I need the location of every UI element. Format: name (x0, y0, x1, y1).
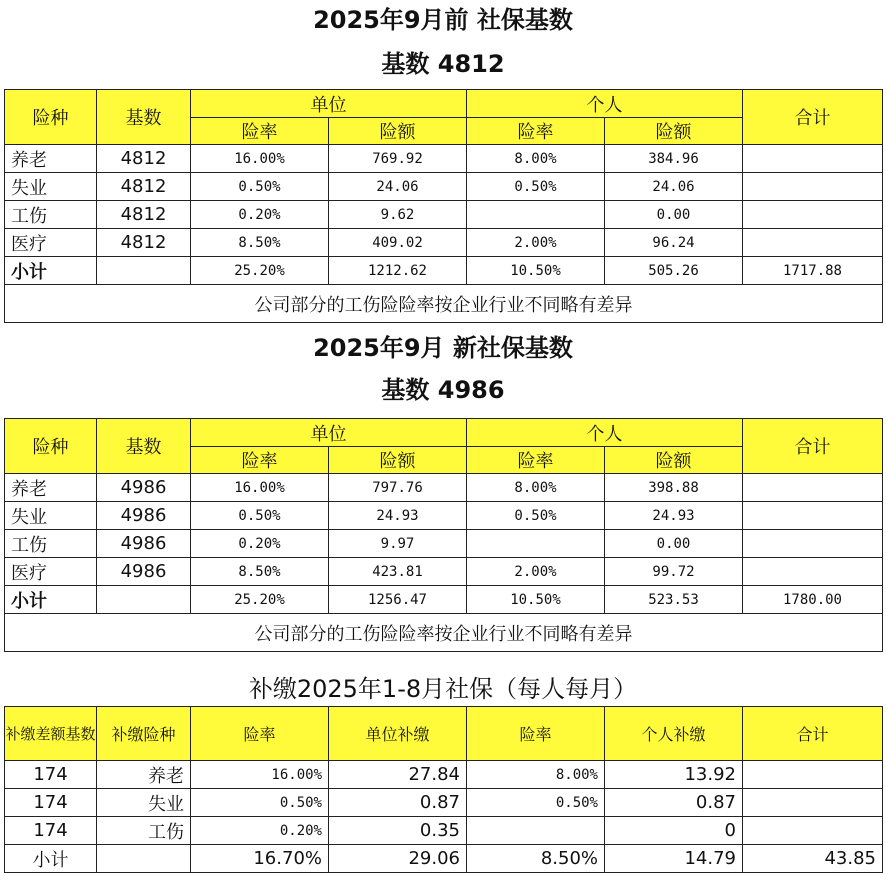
table-row (5, 789, 883, 817)
cell-total (743, 173, 883, 201)
cell-personal-rate: 8.00% (467, 761, 605, 789)
header-personal-pay: 个人补缴 (605, 707, 743, 761)
cell-unit-rate: 0.50% (191, 173, 329, 201)
cell-base: 4812 (97, 173, 191, 201)
table-row (5, 229, 883, 257)
cell-total (743, 502, 883, 530)
cell-personal-pay: 0.87 (605, 789, 743, 817)
cell-personal-pay: 13.92 (605, 761, 743, 789)
cell-personal-amount: 0.00 (605, 201, 743, 229)
header-personal: 个人 (467, 419, 743, 447)
table-row (5, 558, 883, 586)
section2-note: 公司部分的工伤险险率按企业行业不同略有差异 (5, 614, 883, 652)
cell-base (97, 586, 191, 614)
cell-personal-amount: 384.96 (605, 145, 743, 173)
cell-personal-amount: 24.93 (605, 502, 743, 530)
header-total: 合计 (743, 419, 883, 474)
header-total: 合计 (743, 90, 883, 145)
header-base: 基数 (97, 419, 191, 474)
cell-unit-rate: 0.50% (191, 502, 329, 530)
header-type: 险种 (5, 419, 97, 474)
table-row (5, 145, 883, 173)
cell-type: 失业 (5, 502, 97, 530)
cell-personal-rate: 0.50% (467, 173, 605, 201)
cell-personal-pay: 0 (605, 817, 743, 845)
section3-title: 补缴2025年1-8月社保（每人每月） (248, 675, 638, 703)
cell-unit-amount: 1256.47 (329, 586, 467, 614)
cell-personal-rate: 2.00% (467, 558, 605, 586)
cell-total (743, 817, 883, 845)
table-row (5, 201, 883, 229)
section1-note: 公司部分的工伤险险率按企业行业不同略有差异 (5, 285, 883, 323)
cell-unit-rate: 25.20% (191, 257, 329, 285)
section2-subtitle: 基数 4986 (381, 376, 505, 404)
header-personal: 个人 (467, 90, 743, 118)
cell-unit-amount: 9.62 (329, 201, 467, 229)
cell-personal-rate: 8.00% (467, 474, 605, 502)
cell-unit-rate: 0.20% (191, 817, 329, 845)
subtotal-row (5, 845, 883, 873)
cell-diff: 小计 (5, 845, 97, 873)
cell-type: 工伤 (5, 530, 97, 558)
header-unit-pay: 单位补缴 (329, 707, 467, 761)
cell-unit-amount: 1212.62 (329, 257, 467, 285)
cell-unit-rate: 25.20% (191, 586, 329, 614)
cell-unit-pay: 0.35 (329, 817, 467, 845)
header-personal-rate: 险率 (467, 707, 605, 761)
cell-personal-rate: 2.00% (467, 229, 605, 257)
cell-total: 1717.88 (743, 257, 883, 285)
cell-unit-amount: 24.06 (329, 173, 467, 201)
cell-type: 养老 (97, 761, 191, 789)
cell-type: 失业 (5, 173, 97, 201)
cell-unit-rate: 16.00% (191, 474, 329, 502)
cell-unit-amount: 9.97 (329, 530, 467, 558)
cell-type (97, 845, 191, 873)
cell-diff: 174 (5, 761, 97, 789)
cell-total (743, 474, 883, 502)
cell-unit-rate: 16.70% (191, 845, 329, 873)
cell-unit-pay: 27.84 (329, 761, 467, 789)
cell-unit-rate: 16.00% (191, 761, 329, 789)
cell-base: 4812 (97, 229, 191, 257)
header-unit-amount: 险额 (329, 118, 467, 145)
cell-total (743, 229, 883, 257)
cell-base (97, 257, 191, 285)
cell-unit-rate: 8.50% (191, 229, 329, 257)
table-row (5, 502, 883, 530)
cell-unit-amount: 769.92 (329, 145, 467, 173)
section2-table (4, 418, 883, 652)
header-base: 基数 (97, 90, 191, 145)
cell-personal-rate: 0.50% (467, 502, 605, 530)
cell-unit-rate: 0.20% (191, 201, 329, 229)
cell-type: 医疗 (5, 229, 97, 257)
cell-personal-amount: 398.88 (605, 474, 743, 502)
cell-type: 养老 (5, 474, 97, 502)
table-row (5, 530, 883, 558)
cell-personal-amount: 24.06 (605, 173, 743, 201)
cell-unit-pay: 29.06 (329, 845, 467, 873)
section1-title: 2025年9月前 社保基数 (313, 6, 573, 34)
cell-unit-amount: 797.76 (329, 474, 467, 502)
header-diff-base: 补缴差额基数 (5, 707, 97, 761)
header-personal-rate: 险率 (467, 447, 605, 474)
cell-total (743, 789, 883, 817)
cell-type: 工伤 (97, 817, 191, 845)
cell-total (743, 145, 883, 173)
header-unit-rate: 险率 (191, 447, 329, 474)
section2-title: 2025年9月 新社保基数 (313, 334, 573, 362)
cell-diff: 174 (5, 789, 97, 817)
cell-personal-rate (467, 817, 605, 845)
cell-base: 4986 (97, 474, 191, 502)
cell-personal-amount: 96.24 (605, 229, 743, 257)
cell-personal-amount: 0.00 (605, 530, 743, 558)
cell-personal-amount: 505.26 (605, 257, 743, 285)
cell-type: 工伤 (5, 201, 97, 229)
header-supp-type: 补缴险种 (97, 707, 191, 761)
cell-personal-rate (467, 530, 605, 558)
header-unit-amount: 险额 (329, 447, 467, 474)
cell-unit-pay: 0.87 (329, 789, 467, 817)
cell-unit-rate: 8.50% (191, 558, 329, 586)
header-type: 险种 (5, 90, 97, 145)
cell-base: 4986 (97, 558, 191, 586)
cell-personal-amount: 523.53 (605, 586, 743, 614)
header-personal-amount: 险额 (605, 447, 743, 474)
section3-table (4, 706, 883, 873)
cell-personal-rate: 8.50% (467, 845, 605, 873)
cell-total: 1780.00 (743, 586, 883, 614)
header-personal-amount: 险额 (605, 118, 743, 145)
cell-type: 小计 (5, 586, 97, 614)
cell-diff: 174 (5, 817, 97, 845)
cell-personal-pay: 14.79 (605, 845, 743, 873)
table-row (5, 173, 883, 201)
cell-type: 养老 (5, 145, 97, 173)
cell-personal-rate (467, 201, 605, 229)
cell-personal-rate: 0.50% (467, 789, 605, 817)
cell-personal-amount: 99.72 (605, 558, 743, 586)
subtotal-row (5, 257, 883, 285)
header-unit-rate: 险率 (191, 118, 329, 145)
cell-unit-rate: 16.00% (191, 145, 329, 173)
header-personal-rate: 险率 (467, 118, 605, 145)
cell-personal-rate: 10.50% (467, 586, 605, 614)
table-row (5, 817, 883, 845)
cell-type: 小计 (5, 257, 97, 285)
header-unit: 单位 (191, 90, 467, 118)
cell-unit-rate: 0.50% (191, 789, 329, 817)
cell-unit-amount: 409.02 (329, 229, 467, 257)
cell-type: 失业 (97, 789, 191, 817)
cell-base: 4812 (97, 145, 191, 173)
section1-subtitle: 基数 4812 (381, 50, 505, 78)
table-row (5, 761, 883, 789)
cell-base: 4986 (97, 530, 191, 558)
cell-total: 43.85 (743, 845, 883, 873)
cell-personal-rate: 10.50% (467, 257, 605, 285)
header-unit: 单位 (191, 419, 467, 447)
cell-base: 4812 (97, 201, 191, 229)
cell-type: 医疗 (5, 558, 97, 586)
cell-total (743, 530, 883, 558)
section1-table (4, 89, 883, 323)
header-total: 合计 (743, 707, 883, 761)
table-row (5, 474, 883, 502)
cell-unit-amount: 423.81 (329, 558, 467, 586)
header-unit-rate: 险率 (191, 707, 329, 761)
cell-total (743, 761, 883, 789)
cell-total (743, 201, 883, 229)
cell-unit-amount: 24.93 (329, 502, 467, 530)
cell-total (743, 558, 883, 586)
cell-unit-rate: 0.20% (191, 530, 329, 558)
cell-personal-rate: 8.00% (467, 145, 605, 173)
subtotal-row (5, 586, 883, 614)
cell-base: 4986 (97, 502, 191, 530)
